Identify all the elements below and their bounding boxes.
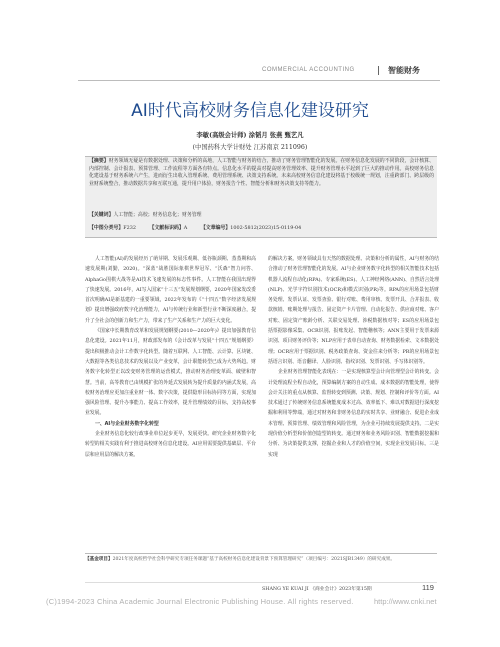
page-number: 119 xyxy=(422,583,434,592)
body-column-left xyxy=(85,254,256,460)
article-authors: 李敏(高级会计师) 涂韬月 张燕 甄艺凡 xyxy=(196,132,304,139)
section-heading: 一、AI与企业财务数字化转型 xyxy=(95,420,159,427)
abstract-label: 【摘要】 xyxy=(89,158,109,164)
article-no-value: 1002-5812(2023)15-0119-04 xyxy=(230,225,302,231)
body-paragraph: 人工智能(AI)的发展经历了萌芽期、发展乐观期、低谷瓶颈期、蒸蒸期和高速发展期(刘勤，2020)。“深蓝”战胜国际象棋世界冠军、“沃森”智力问答、AlphaGo围棋大战等是AI技术飞速发展的标志性事件。人工智能在我国出现得了快速发展。2016年，AI写入国家“十三五”发展规划纲要，2020年国家发改委首次明确AI是新基建的一重要领域，2022年发布的《“十四五”数字经济发展规划》提出增强政府数字化治理能力，AI与传统行业和新型行业不断深度融合，提升了全社会的创新力和生产力，带来了生产关系和生产力的巨大变化。 xyxy=(85,256,256,324)
footer-rule xyxy=(85,582,437,583)
abstract xyxy=(89,158,434,189)
body-column-right xyxy=(268,254,439,460)
running-header-cn: 智能财务 xyxy=(388,66,420,75)
copyright-watermark: (C)1994-2023 China Academic Journal Electronic Publishing House. All rights reserved. xyxy=(46,597,354,606)
header-divider xyxy=(378,66,379,75)
doc-code-value: A xyxy=(183,225,188,231)
article-affiliation: (中国药科大学计财处 江苏南京 211096) xyxy=(192,144,308,151)
cnki-link[interactable]: http://www.cnki.net xyxy=(374,597,437,606)
body-paragraph: 企业财务信息化较行政事业单位起步更早，发展更快。研究企业财务数字化转型的相关实践有利于推进高校财务信息化建设。AI应用需要提供基础层、平台层和应用层的解决方案。 xyxy=(85,431,256,458)
article-no-label: 【文章编号】 xyxy=(200,225,231,231)
clc-value: F232 xyxy=(123,225,136,231)
header-rule xyxy=(78,80,440,81)
funding-footnote xyxy=(85,556,437,563)
journal-footer: SHANG YE KUAI JI 《商业会计》2023年第15期 xyxy=(262,587,372,592)
funding-label: 【基金项目】 xyxy=(85,557,113,562)
article-title: AI时代高校财务信息化建设研究 xyxy=(131,101,369,121)
body-paragraph: 《国家中长期教育改革和发展规划纲要(2010—2020年)》提出加强教育信息化建设。2021年11月，财政部发布的《会计改革与发展“十四五”规划纲要》提出积极推动会计工作数字化转型。随着互联网、人工智能、云计算、区块链、大数据等各类信息技术的发展以及产业变革，会计职能转型已成为大势所趋。财务数字化转型正以改变财务管理的运营模式，推动财务治理变革面、破壁和智慧。当前，高等教育已由规模扩张的外延式发展转为提升质量的内涵式发展，高校财务治理应更加注重业财一体、数字决策，提供隐形目标协同等方面，实现加强风险管理、提升办事能力、提高工作效率，提升管理绩效的目标，支持高校事业发展。 xyxy=(85,328,256,417)
clc-label: 【中图分类号】 xyxy=(89,225,124,231)
keywords-label: 【关键词】 xyxy=(89,212,114,218)
doc-code-label: 【文献标识码】 xyxy=(149,225,184,231)
classification-line xyxy=(89,224,434,231)
running-header-en: COMMERCIAL ACCOUNTING xyxy=(262,67,355,73)
body-paragraph: 企业财务管理智能化表现在：一是实现核算型会计向管理型会计的转变。会计处理流程全程自动化，预算编制方案的自动生成、成本数据的智能处理，使得会计关注的重点从核算、监督转变到预测、决策、规划、控制和评价等方面。AI技术通过了传统财务信息系统能度成本过高、效率低下、难以对数据进行深度挖掘和利用等弊端，通过对财务和非财务信息的实时共享、业财融合、促进企业成本管理、预算管理、绩效管理和风险管理，为企业可持续发展提供支持。二是实现价值分析型和价值创造型的转变。通过财务和业务风险识别、智能数据挖掘和分析、为决策提供支撑，挖掘企业和人才的价值空间，实现企业发展目标。三是实现 xyxy=(268,369,439,458)
keywords xyxy=(89,211,434,218)
body-paragraph: 的解决方案。财务领域具有天然的数据处理、决策和分析的属性，AI与财务的结合推动了财务管理智能化的发展。AI与企业财务数字化转型的相关智能技术包括机器人流程自动化(RPA)、专家系统(ES)、人工神经网络(ANN)、自然语言处理(NLP)、光学字符识别技术(OCR)和模式识别(PR)等。RPA的应用场景包括财务处理、发票认证、发票查验、银行对账、费用审核、发票开具、合并报表、收款核销、账期处理与报告、固定资产卡片管理、自动化报告、供应商对账、客户对账、固定资产账龄分析、关联交易处理、涉税数据核对等；ES的应用场景包括票据影像采集、OCR识别、报账发起、智能稽核等；ANN主要用于发票来源识别、项目财务评价等；NLP应用于表单自动查询、财务数据检索、文本数据处理；OCR应用于票据识别、税务政策查询、资金往来分析等；PR的应用场景包括语言识别、语音翻译、人脸识别、指纹识别、发票识别、手写体识别等。 xyxy=(268,256,439,365)
abstract-text: 财务领域无疑是有数据处理、决策和分析的高地，人工智能与财务的结合，推动了财务管理智能化的发展。在财务信息化发展的不同阶段，会计核算、内部控制、会计报表、预算管理、工作流程等方面各有特点。信息化水平的提高对提高财务管理效率、提升财务管理水平起到了巨大的推动作用。高校财务信息化建设基于财务系统六产生，进而衍生出收入管理系统、费用管理系统、决策支持系统。未来高校财务信息化建设将基于校级统一规划，注重跨部门、跨层级的业财系统整合，推动数据共享和互联互通，提升用户体验，财务报告个性、智能分析和财务决策支持等能力。 xyxy=(89,158,434,188)
keywords-text: 人工智能；高校；财务信息化；财务管理 xyxy=(113,212,202,218)
footnote-rule xyxy=(85,553,437,554)
funding-text: 2021年度高校哲学社会科学研究专项任务课题“基于高校财务信息化建设背景下预算管理研究”（项目编号：2021SJB1349）的研究成果。 xyxy=(112,557,395,562)
